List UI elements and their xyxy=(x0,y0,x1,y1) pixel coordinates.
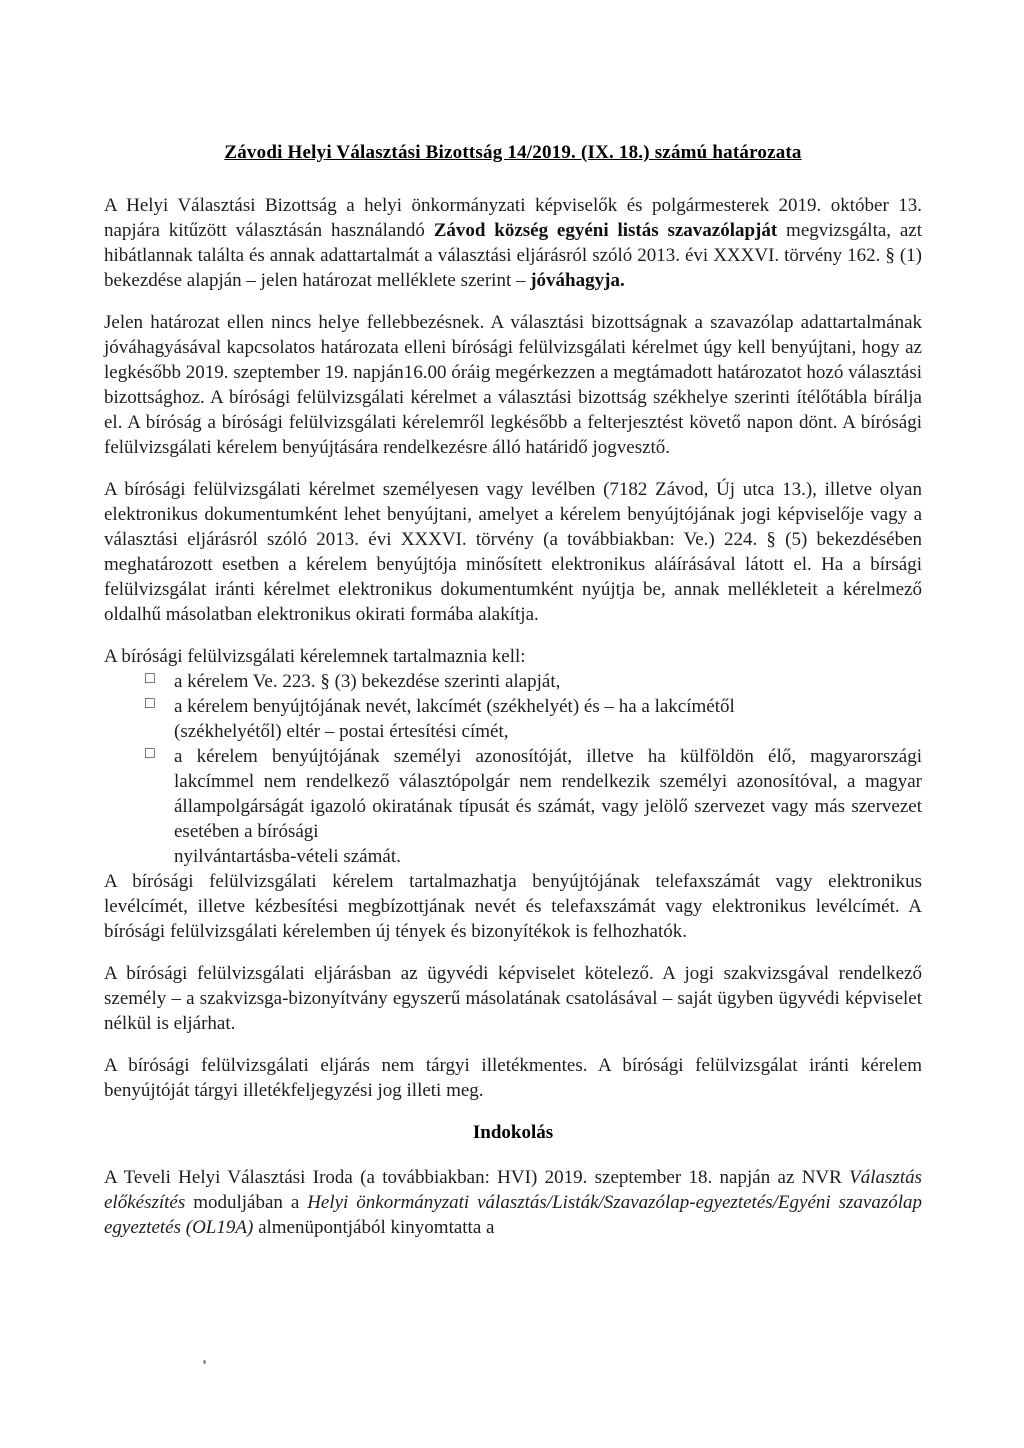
document-title: Závodi Helyi Választási Bizottság 14/2019. (IX. 18.) számú határozata xyxy=(224,142,802,163)
decision-text-1: A Helyi Választási Bizottság a helyi önkormányzati képviselők és polgármesterek 2019. október 13. napjára kitűzött választásán használandó xyxy=(104,195,922,241)
justification-text-2: moduljában a xyxy=(185,1192,308,1213)
scan-artifact-dot xyxy=(203,1360,206,1364)
checklist-item-name-address-line2: (székhelyétől) eltér – postai értesítési címét, xyxy=(174,721,509,742)
checklist-item-name-address xyxy=(104,694,922,744)
checklist-item-personal-id-line1: a kérelem benyújtójának személyi azonosítóját, illetve ha külföldön élő, magyarországi lakcímmel nem rendelkező választópolgár nem rendelkezik személyi azonosítóval, a magyar állampolgárságát igazoló okiratának típusát és számát, vagy jelölő szervezet vagy más szervezet esetében a bírósági xyxy=(174,746,922,842)
appeal-info-paragraph: Jelen határozat ellen nincs helye fellebbezésnek. A választási bizottságnak a szavazólap adattartalmának jóváhagyásával kapcsolatos határozata elleni bírósági felülvizsgálati kérelmet úgy kell benyújtani, hogy az legkésőbb 2019. szeptember 19. napján16.00 óráig megérkezzen a megtámadott határozatot hozó választási bizottsághoz. A bírósági felülvizsgálati kérelmet a választási bizottság székhelye szerinti ítélőtábla bírálja el. A bíróság a bírósági felülvizsgálati kérelemről legkésőbb a felterjesztést követő napon dönt. A bírósági felülvizsgálati kérelem benyújtására rendelkezésre álló határidő jogvesztő. xyxy=(104,312,922,458)
decision-paragraph xyxy=(104,193,922,293)
document-content xyxy=(104,140,922,1257)
checklist-item-personal-id-line2: nyilvántartásba-vételi számát. xyxy=(174,846,401,867)
justification-text-1: A Teveli Helyi Választási Iroda (a továbbiakban: HVI) 2019. szeptember 18. napján az NVR xyxy=(104,1167,850,1188)
checkbox-icon: □ xyxy=(145,670,155,687)
checklist-item-basis xyxy=(104,669,922,694)
decision-bold-approve: jóváhagyja. xyxy=(530,270,625,291)
checklist-intro: A bírósági felülvizsgálati kérelemnek tartalmaznia kell: xyxy=(104,646,526,667)
requirements-checklist xyxy=(104,669,922,869)
checklist-item-name-address-line1: a kérelem benyújtójának nevét, lakcímét (székhelyét) és – ha a lakcímétől xyxy=(174,696,735,717)
justification-text-3: almenüpontjából kinyomtatta a xyxy=(253,1217,495,1238)
checkbox-icon: □ xyxy=(145,695,155,712)
justification-italic-menupath: Helyi önkormányzati választás/Listák/Szavazólap-egyeztetés/Egyéni szavazólap egyeztetés (OL19A) xyxy=(104,1192,922,1238)
checkbox-icon: □ xyxy=(145,745,155,762)
decision-bold-ballot: Závod község egyéni listás szavazólapját xyxy=(433,220,778,241)
justification-paragraph xyxy=(104,1165,922,1240)
decision-text-2: megvizsgálta, azt hibátlannak találta és annak adattartalmát a választási eljárásról szóló 2013. évi XXXVI. törvény 162. § (1) bekezdése alapján – jelen határozat melléklete szerint – xyxy=(104,220,923,291)
fee-paragraph: A bírósági felülvizsgálati eljárás nem tárgyi illetékmentes. A bírósági felülvizsgálat iránti kérelem benyújtóját tárgyi illetékfeljegyzési jog illeti meg. xyxy=(104,1055,922,1101)
attorney-paragraph: A bírósági felülvizsgálati eljárásban az ügyvédi képviselet kötelező. A jogi szakvizsgával rendelkező személy – a szakvizsga-bizonyítvány egyszerű másolatának csatolásával – saját ügyben ügyvédi képviselet nélkül is eljárhat. xyxy=(104,963,922,1034)
optional-content-paragraph: A bírósági felülvizsgálati kérelem tartalmazhatja benyújtójának telefaxszámát vagy elektronikus levélcímét, illetve kézbesítési megbízottjának nevét és telefaxszámát vagy elektronikus levélcímét. A bírósági felülvizsgálati kérelemben új tények és bizonyítékok is felhozhatók. xyxy=(104,871,922,942)
checklist-item-personal-id xyxy=(104,744,922,869)
justification-italic-module: Választás előkészítés xyxy=(104,1167,922,1213)
section-heading-indokolas: Indokolás xyxy=(472,1122,554,1143)
submission-paragraph: A bírósági felülvizsgálati kérelmet személyesen vagy levélben (7182 Závod, Új utca 13.), illetve olyan elektronikus dokumentumként lehet benyújtani, amelyet a kérelem benyújtójának jogi képviselője vagy a választási eljárásról szóló 2013. évi XXXVI. törvény (a továbbiakban: Ve.) 224. § (5) bekezdésében meghatározott esetben a kérelem benyújtója minősített elektronikus aláírásával látott el. Ha a bírsági felülvizsgálat iránti kérelmet elektronikus dokumentumként nyújtja be, annak mellékleteit a kérelmező oldalhű másolatban elektronikus okirati formába alakítja. xyxy=(104,479,922,625)
checklist-item-basis-text: a kérelem Ve. 223. § (3) bekezdése szerinti alapját, xyxy=(174,671,561,692)
